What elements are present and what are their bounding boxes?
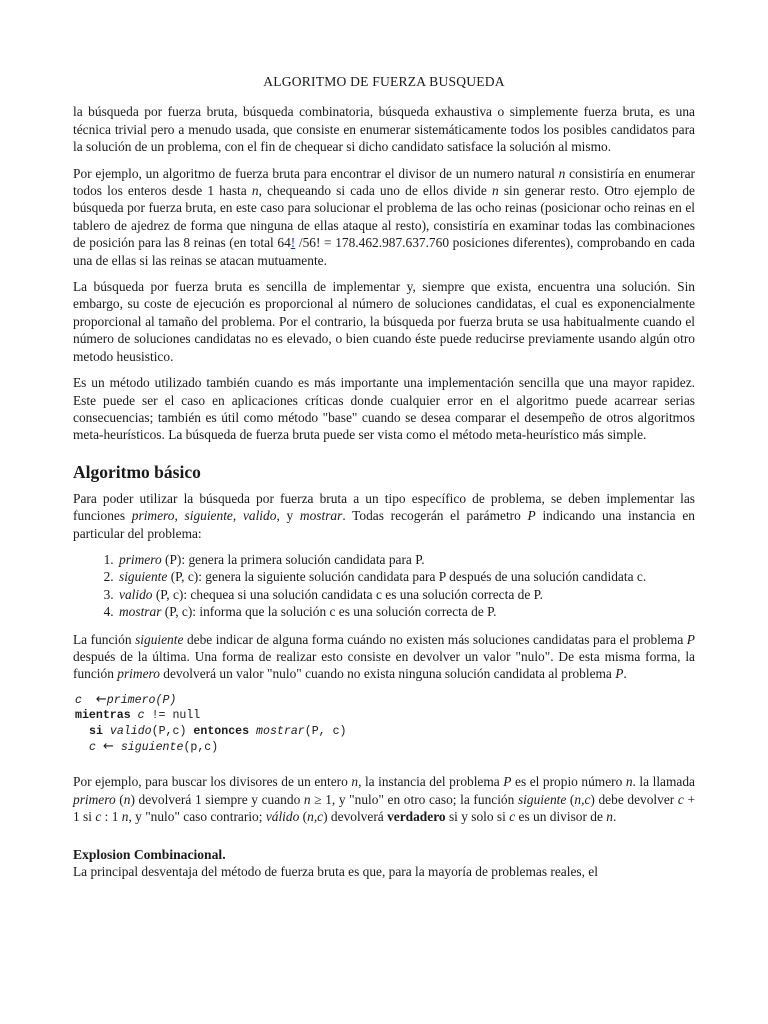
paragraph-intro: la búsqueda por fuerza bruta, búsqueda combinatoria, búsqueda exhaustiva o simplemente fuerza bruta, es una técnica trivial pero a menudo usada, que consiste en enumerar sistemáticamente todos los posibles candidatos para la solución de un problema, con el fin de chequear si dicho candidato satisface la solución al mismo. <box>73 104 695 155</box>
list-item: 3. valido (P, c): chequea si una solución candidata c es una solución correcta de P. <box>117 586 695 603</box>
document-body <box>73 73 695 889</box>
section-heading-explosion: Explosion Combinacional. <box>73 846 226 862</box>
pseudocode-block <box>75 692 695 756</box>
paragraph-cost: La búsqueda por fuerza bruta es sencilla de implementar y, siempre que exista, encuentra una solución. Sin embargo, su coste de ejecución es proporcional al número de soluciones candidatas, el cual es exponencialmente proporcional al tamaño del problema. Por el contrario, la búsqueda por fuerza bruta se usa habitualmente cuando el número de soluciones candidatas no es elevado, o bien cuando éste puede reducirse previamente usando algún otro metodo heusistico. <box>73 279 695 364</box>
section-heading-algoritmo-basico: Algoritmo básico <box>73 461 201 482</box>
paragraph-null-value: La función siguiente debe indicar de alguna forma cuándo no existen más soluciones candidatas para el problema P después de la última. Una forma de realizar esto consiste en devolver un valor "nulo". De esta misma forma, la función primero devolverá un valor "nulo" cuando no exista ninguna solución candidata al problema P. <box>73 631 695 682</box>
list-item: 2. siguiente (P, c): genera la siguiente solución candidata para P después de una solución candidata c. <box>117 568 695 585</box>
code-line: c ←primero(P) <box>75 691 177 707</box>
paragraph-explosion: La principal desventaja del método de fuerza bruta es que, para la mayoría de problemas reales, el <box>73 864 598 880</box>
function-list <box>73 551 695 621</box>
code-line: mientras c != null <box>75 709 201 723</box>
list-item: 1. primero (P): genera la primera solución candidata para P. <box>117 551 695 568</box>
paragraph-divisors-example: Por ejemplo, para buscar los divisores de un entero n, la instancia del problema P es el propio número n. la llamada primero (n) devolverá 1 siempre y cuando n ≥ 1, y "nulo" en otro caso; la función siguiente (n,c) debe devolver c + 1 si c : 1 n, y "nulo" caso contrario; válido (n,c) devolverá verdadero si y solo si c es un divisor de n. <box>73 774 696 825</box>
code-line: si valido(P,c) entonces mostrar(P, c) <box>89 724 347 738</box>
document-title: ALGORITMO DE FUERZA BUSQUEDA <box>263 74 505 89</box>
list-item: 4. mostrar (P, c): informa que la solución c es una solución correcta de P. <box>117 603 695 620</box>
paragraph-use-cases: Es un método utilizado también cuando es más importante una implementación sencilla que una mayor rapidez. Este puede ser el caso en aplicaciones críticas donde cualquier error en el algoritmo puede acarrear serias consecuencias; también es útil como método "base" cuando se desea comparar el desempeño de otros algoritmos meta-heurísticos. La búsqueda de fuerza bruta puede ser vista como el método meta-heurístico más simple. <box>73 375 695 443</box>
factorial-link[interactable]: ! <box>290 235 296 251</box>
paragraph-example: Por ejemplo, un algoritmo de fuerza bruta para encontrar el divisor de un numero natural n consistiría en enumerar todos los enteros desde 1 hasta n, chequeando si cada uno de ellos divide n sin generar resto. Otro ejemplo de búsqueda por fuerza bruta, en este caso para solucionar el problema de las ocho reinas (posicionar ocho reinas en el tablero de ajedrez de forma que ninguna de ellas ataque al resto), consistiría en examinar todas las combinaciones de posición para las 8 reinas (en total 64! /56! = 178.462.987.637.760 posiciones diferentes), comprobando en cada una de ellas si las reinas se atacan mutuamente. <box>73 165 696 268</box>
paragraph-functions: Para poder utilizar la búsqueda por fuerza bruta a un tipo específico de problema, se deben implementar las funciones primero, siguiente, valido, y mostrar. Todas recogerán el parámetro P indicando una instancia en particular del problema: <box>73 490 695 541</box>
code-line: c ← siguiente(p,c) <box>89 739 219 754</box>
